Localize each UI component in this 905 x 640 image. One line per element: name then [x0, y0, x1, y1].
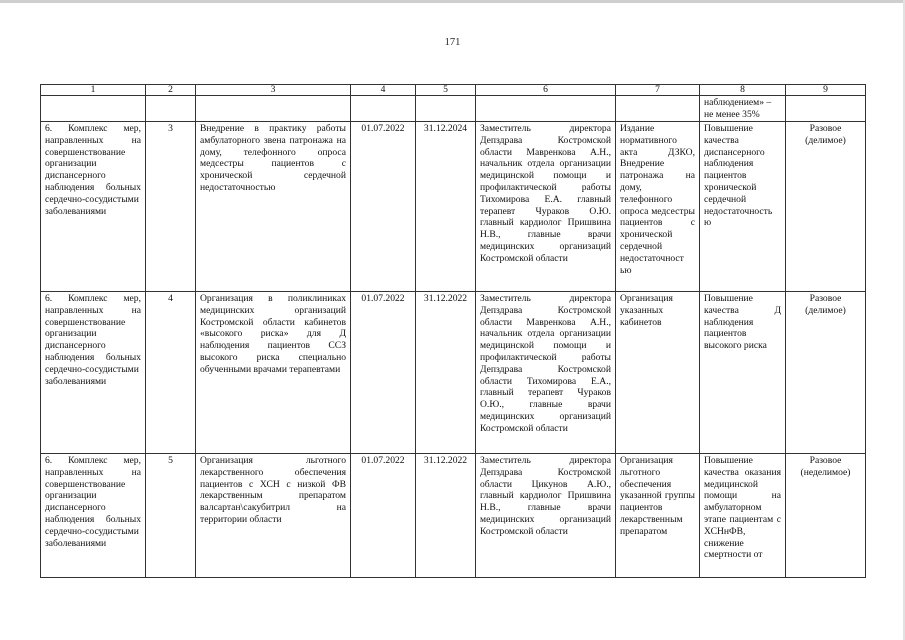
end-date-cell: 31.12.2022: [416, 292, 476, 454]
column-header: 1: [41, 85, 146, 96]
responsible-cell: Заместитель директора Депздрава Костромской области Мавренкова А.Н., начальник отдела организации медицинской помощи и профилактической работы Тихомирова Е.А. главный терапевт Чураков О.Ю. главный кардиолог Пришвина Н.В., главные врачи медицинских организаций Костромской области: [476, 122, 616, 292]
table-cell: [416, 96, 476, 122]
column-header: 8: [700, 85, 786, 96]
table-cell: [616, 96, 700, 122]
characteristic-cell: Организация указанных кабинетов: [616, 292, 700, 454]
start-date-cell: 01.07.2022: [351, 454, 416, 578]
column-header: 4: [351, 85, 416, 96]
table-cell: [41, 96, 146, 122]
table-cell: [351, 96, 416, 122]
result-cell: Повышение качества диспансерного наблюдения пациентов хронической сердечной недостаточность ю: [700, 122, 786, 292]
table-cell: [196, 96, 351, 122]
page-number: 171: [444, 37, 461, 48]
column-header: 6: [476, 85, 616, 96]
result-cell: Повышение качества оказания медицинской помощи на амбулаторном этапе пациентам с ХСНнФВ, снижение смертности от: [700, 454, 786, 578]
result-continuation-cell: наблюдением» – не менее 35%: [700, 96, 786, 122]
responsible-cell: Заместитель директора Депздрава Костромской области Мавренкова А.Н., начальник отдела организации медицинской помощи и профилактической работы Депздрава Костромской области Тихомирова Е.А., главный терапевт Чураков О.Ю., главные врачи медицинских организаций Костромской области: [476, 292, 616, 454]
end-date-cell: 31.12.2024: [416, 122, 476, 292]
start-date-cell: 01.07.2022: [351, 122, 416, 292]
activity-cell: 6. Комплекс мер, направленных на совершенствование организации диспансерного наблюдения больных сердечно-сосудистыми заболеваниями: [41, 292, 146, 454]
table-cell: [786, 96, 866, 122]
table-cell: [146, 96, 196, 122]
type-cell: Разовое (неделимое): [786, 454, 866, 578]
measure-cell: Организация в поликлиниках медицинских организаций Костромской области кабинетов «высокого риска» для Д наблюдения пациентов ССЗ высокого риска специально обученными врачами терапевтами: [196, 292, 351, 454]
table-row: [41, 122, 866, 292]
column-header: 5: [416, 85, 476, 96]
table-row: [41, 292, 866, 454]
measure-cell: Организация льготного лекарственного обеспечения пациентов с ХСН с низкой ФВ лекарственным препаратом валсартан\сакубитрил на территории области: [196, 454, 351, 578]
column-header: 9: [786, 85, 866, 96]
measure-cell: Внедрение в практику работы амбулаторного звена патронажа на дому, телефонного опроса медсестры пациентов с хронической сердечной недостаточностью: [196, 122, 351, 292]
number-cell: 5: [146, 454, 196, 578]
column-header: 3: [196, 85, 351, 96]
type-cell: Разовое (делимое): [786, 122, 866, 292]
column-header: 2: [146, 85, 196, 96]
column-header: 7: [616, 85, 700, 96]
scan-top-edge: [0, 0, 905, 3]
table-header-row: [41, 85, 866, 96]
end-date-cell: 31.12.2022: [416, 454, 476, 578]
number-cell: 4: [146, 292, 196, 454]
characteristic-cell: Издание нормативного акта ДЗКО, Внедрение патронажа на дому, телефонного опроса медсестры пациентов с хронической сердечной недостаточност ью: [616, 122, 700, 292]
type-cell: Разовое (делимое): [786, 292, 866, 454]
measures-table: [40, 84, 866, 578]
responsible-cell: Заместитель директора Депздрава Костромской области Цикунов А.Ю., главный кардиолог Пришвина Н.В., главные врачи медицинских организаций Костромской области: [476, 454, 616, 578]
result-cell: Повышение качества Д наблюдения пациентов высокого риска: [700, 292, 786, 454]
activity-cell: 6. Комплекс мер, направленных на совершенствование организации диспансерного наблюдения больных сердечно-сосудистыми заболеваниями: [41, 122, 146, 292]
characteristic-cell: Организация льготного обеспечения указанной группы пациентов лекарственным препаратом: [616, 454, 700, 578]
start-date-cell: 01.07.2022: [351, 292, 416, 454]
table-row: [41, 454, 866, 578]
table-cell: [476, 96, 616, 122]
number-cell: 3: [146, 122, 196, 292]
activity-cell: 6. Комплекс мер, направленных на совершенствование организации диспансерного наблюдения больных сердечно-сосудистыми заболеваниями: [41, 454, 146, 578]
continuation-row: [41, 96, 866, 122]
